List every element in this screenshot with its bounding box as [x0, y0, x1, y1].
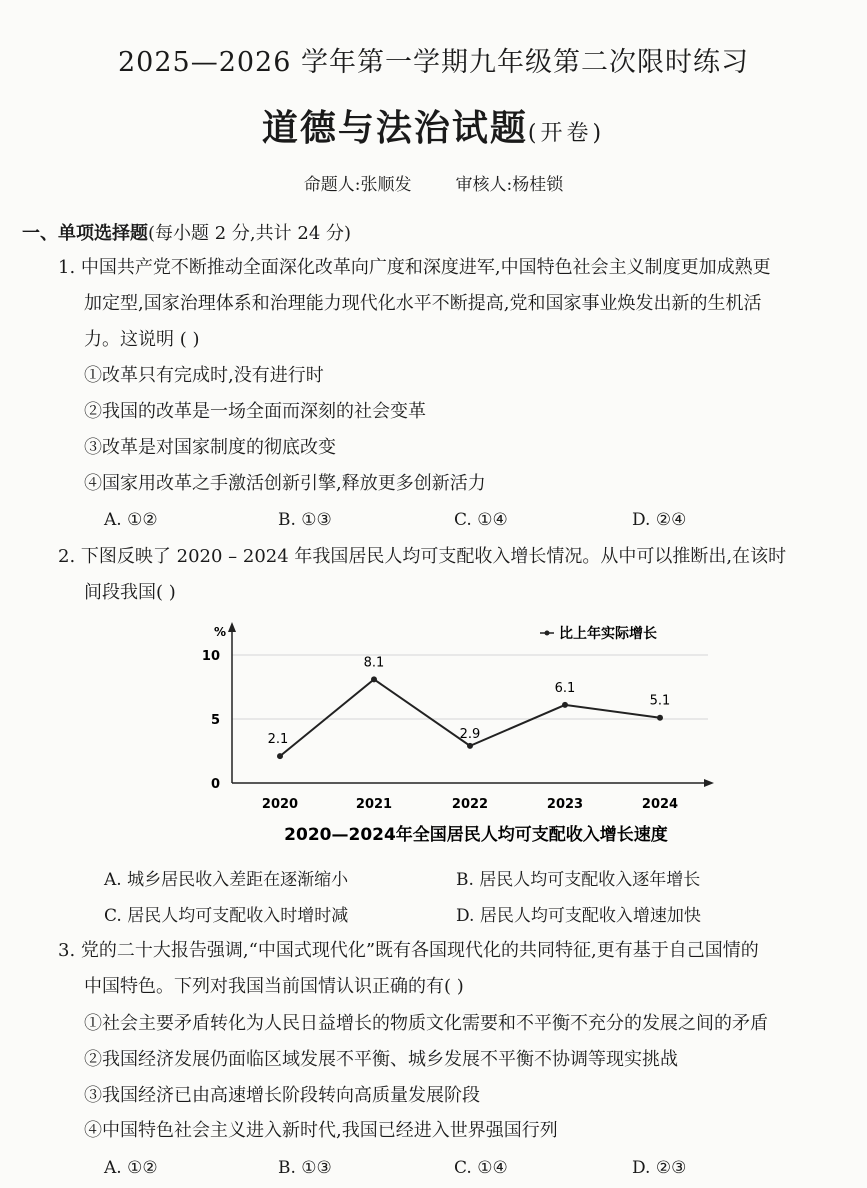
x-tick-label: 2024: [641, 797, 679, 812]
data-label: 8.1: [363, 655, 385, 671]
data-label: 2.9: [459, 726, 481, 742]
section-label: 一、单项选择题: [22, 223, 148, 244]
q1-option-a: A. ①②: [104, 510, 158, 530]
y-tick-label: 0: [210, 777, 220, 792]
q3-line2: 中国特色。下列对我国当前国情认识正确的有( ): [84, 976, 464, 997]
q1-line1: 1. 中国共产党不断推动全面深化改革向广度和深度进军,中国特色社会主义制度更加成熟更: [58, 257, 771, 278]
authors-line: [0, 170, 867, 195]
y-axis-arrow: [228, 622, 236, 632]
q1-item-4: ④国家用改革之手激活创新引擎,释放更多创新活力: [84, 473, 486, 494]
q1-line2: 加定型,国家治理体系和治理能力现代化水平不断提高,党和国家事业焕发出新的生机活: [84, 293, 762, 314]
x-tick-label: 2021: [355, 797, 393, 812]
q1-item-3: ③改革是对国家制度的彻底改变: [84, 437, 336, 458]
q3-option-b: B. ①③: [278, 1158, 332, 1178]
q3-option-d: D. ②③: [632, 1158, 687, 1178]
subject-title: [0, 100, 867, 151]
reviewer: 审核人:杨桂锁: [455, 175, 564, 195]
chart-title: 2020—2024年全国居民人均可支配收入增长速度: [284, 825, 668, 845]
data-point: [371, 676, 377, 682]
q3-option-c: C. ①④: [454, 1158, 508, 1178]
q2-line1: 2. 下图反映了 2020 – 2024 年我国居民人均可支配收入增长情况。从中可以推断出,在该时: [58, 546, 787, 567]
data-point: [657, 715, 663, 721]
chart-legend: [540, 625, 657, 642]
x-tick-label: 2020: [261, 797, 299, 812]
q2-option-d: D. 居民人均可支配收入增速加快: [456, 906, 701, 926]
section-note: (每小题 2 分,共计 24 分): [148, 223, 352, 244]
section-heading: [22, 219, 351, 245]
y-axis-unit: %: [214, 625, 227, 639]
data-point: [467, 743, 473, 749]
setter: 命题人:张顺发: [303, 175, 412, 195]
q2-option-b: B. 居民人均可支配收入逐年增长: [456, 870, 701, 890]
q3-item-4: ④中国特色社会主义进入新时代,我国已经进入世界强国行列: [84, 1120, 558, 1141]
q1-option-d: D. ②④: [632, 510, 687, 530]
q1-item-2: ②我国的改革是一场全面而深刻的社会变革: [84, 401, 426, 422]
q2-option-a: A. 城乡居民收入差距在逐渐缩小: [104, 870, 349, 890]
q1-option-c: C. ①④: [454, 510, 508, 530]
x-tick-label: 2023: [546, 797, 584, 812]
q1-item-1: ①改革只有完成时,没有进行时: [84, 365, 324, 386]
q3-line1: 3. 党的二十大报告强调,“中国式现代化”既有各国现代化的共同特征,更有基于自己国情的: [58, 940, 759, 961]
q3-item-3: ③我国经济已由高速增长阶段转向高质量发展阶段: [84, 1085, 480, 1106]
subject-note: (开卷): [527, 121, 606, 146]
q1-line3: 力。这说明 ( ): [84, 329, 200, 350]
subject-name: 道德与法治试题: [261, 107, 528, 149]
q3-item-2: ②我国经济发展仍面临区域发展不平衡、城乡发展不平衡不协调等现实挑战: [84, 1049, 678, 1070]
data-point: [277, 753, 283, 759]
income-growth-chart: [190, 618, 720, 858]
q2-line2: 间段我国( ): [84, 582, 176, 603]
q2-option-c: C. 居民人均可支配收入时增时减: [104, 906, 349, 926]
data-label: 5.1: [649, 693, 671, 709]
y-tick-label: 10: [201, 649, 220, 664]
data-point: [562, 702, 568, 708]
x-tick-label: 2022: [451, 797, 489, 812]
q3-item-1: ①社会主要矛盾转化为人民日益增长的物质文化需要和不平衡不充分的发展之间的矛盾: [84, 1013, 768, 1034]
q1-option-b: B. ①③: [278, 510, 332, 530]
legend-marker: [545, 631, 550, 636]
y-tick-label: 5: [210, 713, 220, 728]
x-axis-arrow: [704, 779, 714, 787]
data-label: 6.1: [554, 680, 576, 696]
line-chart-svg: [190, 618, 720, 858]
q3-option-a: A. ①②: [104, 1158, 158, 1178]
exam-title: 2025—2026 学年第一学期九年级第二次限时练习: [117, 47, 749, 78]
data-label: 2.1: [267, 732, 289, 748]
legend-label: 比上年实际增长: [559, 626, 657, 642]
